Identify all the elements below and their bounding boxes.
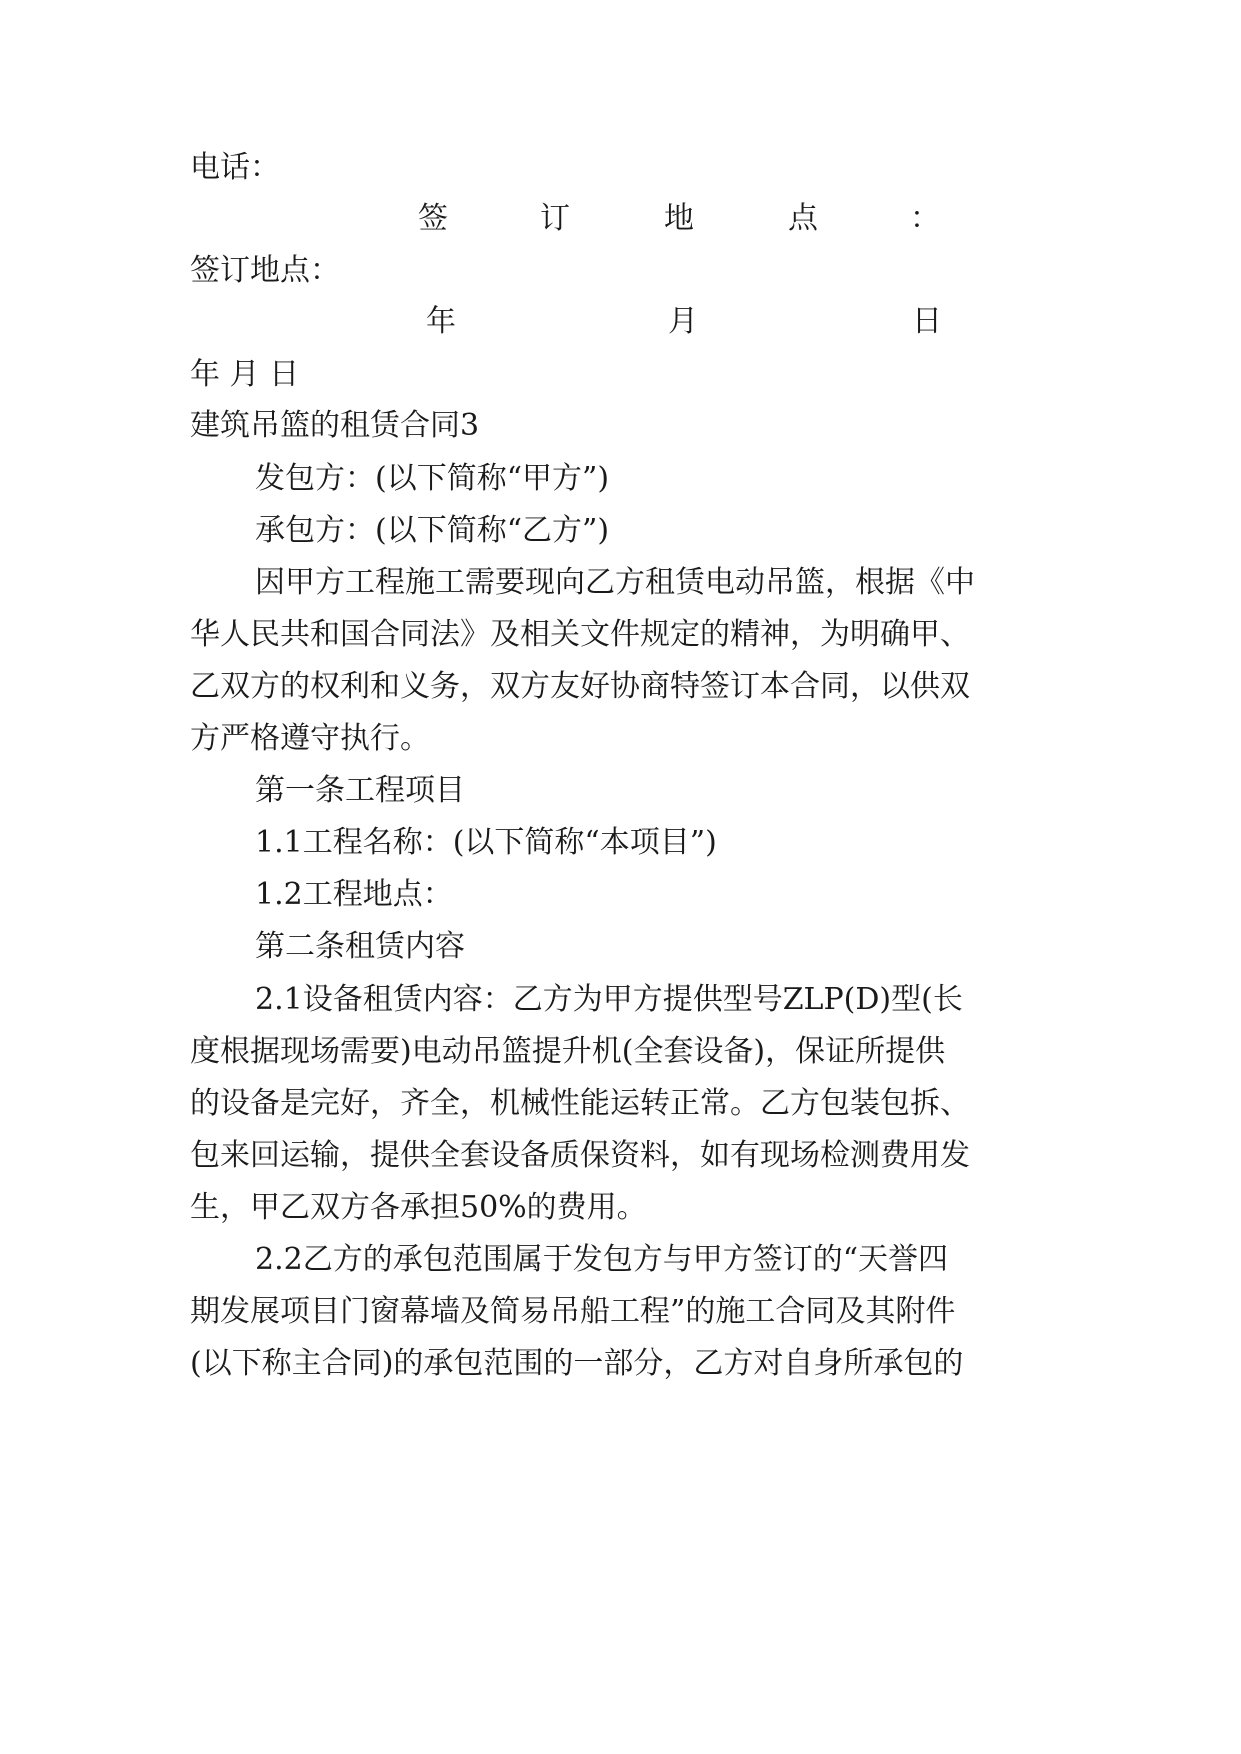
item-2-1-line: 的设备是完好，齐全，机械性能运转正常。乙方包装包拆、 xyxy=(190,1086,970,1121)
intro-line: 乙双方的权利和义务，双方友好协商特签订本合同，以供双 xyxy=(190,669,970,704)
item-2-2-line: 2.2乙方的承包范围属于发包方与甲方签订的“天誉四 xyxy=(255,1242,949,1277)
document-title: 建筑吊篮的租赁合同3 xyxy=(190,408,480,443)
sign-place-label: 签订地点： xyxy=(190,253,340,288)
item-2-1-line: 生，甲乙双方各承担50%的费用。 xyxy=(190,1190,647,1225)
sign-place-char: 点 xyxy=(788,201,818,236)
sign-place-char: 地 xyxy=(664,201,694,236)
intro-line: 方严格遵守执行。 xyxy=(190,721,430,756)
phone-label: 电话： xyxy=(190,150,280,185)
item-2-1-line: 2.1设备租赁内容：乙方为甲方提供型号ZLP(D)型(长 xyxy=(255,982,963,1017)
item-1-1: 1.1工程名称：(以下简称“本项目”) xyxy=(255,825,717,860)
party-a-line: 发包方：(以下简称“甲方”) xyxy=(255,461,610,496)
date-spread-row xyxy=(0,302,1241,342)
sign-place-char: ： xyxy=(910,201,940,236)
party-b-line: 承包方：(以下简称“乙方”) xyxy=(255,513,610,548)
item-1-2: 1.2工程地点： xyxy=(255,877,453,912)
sign-place-char: 订 xyxy=(540,201,570,236)
item-2-2-line: 期发展项目门窗幕墙及简易吊船工程”的施工合同及其附件 xyxy=(190,1294,956,1329)
sign-place-spread-row xyxy=(0,199,1241,239)
date-label: 年 月 日 xyxy=(190,357,300,392)
article-1-title: 第一条工程项目 xyxy=(255,773,465,808)
date-month-char: 月 xyxy=(668,304,698,339)
article-2-title: 第二条租赁内容 xyxy=(255,929,465,964)
intro-line: 因甲方工程施工需要现向乙方租赁电动吊篮，根据《中 xyxy=(255,565,975,600)
date-day-char: 日 xyxy=(912,304,942,339)
item-2-1-line: 度根据现场需要)电动吊篮提升机(全套设备)，保证所提供 xyxy=(190,1034,946,1069)
item-2-2-line: (以下称主合同)的承包范围的一部分，乙方对自身所承包的 xyxy=(190,1346,964,1381)
date-year-char: 年 xyxy=(426,304,456,339)
item-2-1-line: 包来回运输，提供全套设备质保资料，如有现场检测费用发 xyxy=(190,1138,970,1173)
sign-place-char: 签 xyxy=(418,201,448,236)
intro-line: 华人民共和国合同法》及相关文件规定的精神，为明确甲、 xyxy=(190,617,970,652)
